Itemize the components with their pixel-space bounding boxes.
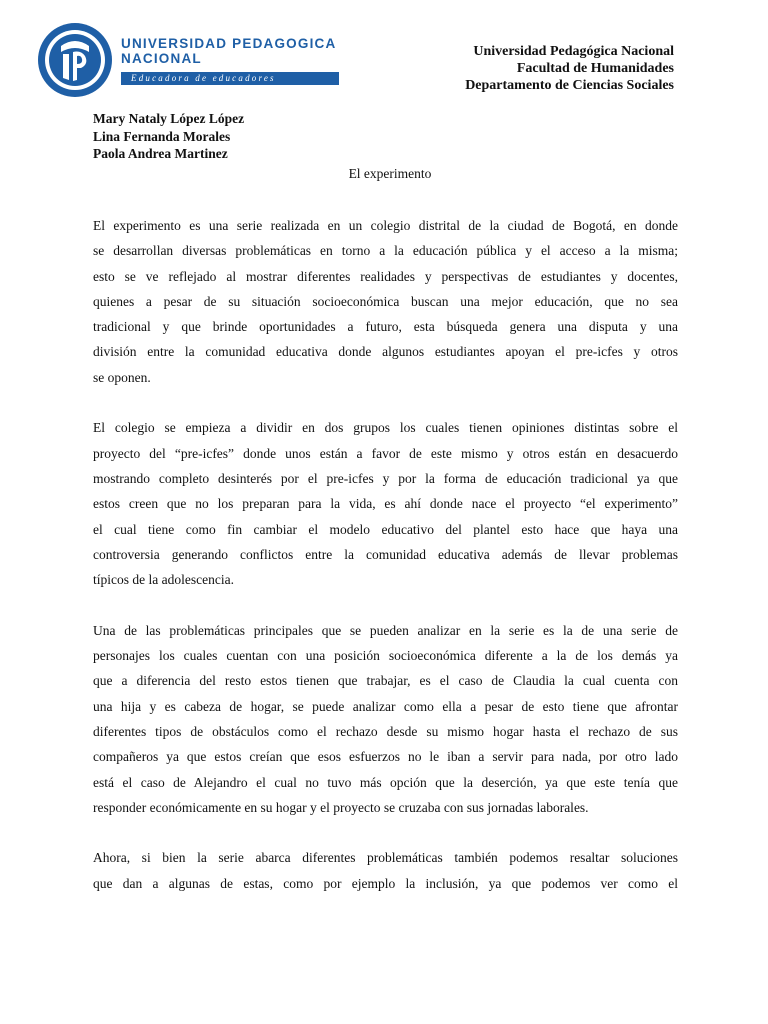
author-name: Mary Nataly López López — [93, 111, 245, 126]
paragraph-line: que dan a algunas de estas, como por ejemplo la inclusión, ya que podemos ver como el — [93, 875, 678, 891]
paragraph-line: se oponen. — [93, 369, 151, 385]
author-name: Lina Fernanda Morales — [93, 128, 231, 144]
institution-university: Universidad Pedagógica Nacional — [473, 44, 674, 59]
paragraph-line: quienes a pesar de su situación socioeconómica buscan una mejor educación, que no sea — [93, 293, 678, 309]
paragraph-line: proyecto del “pre-icfes” donde unos están a favor de este mismo y otros están en desacuerdo — [93, 445, 678, 461]
paragraph-line: controversia generando conflictos entre la comunidad educativa además de llevar problemas — [93, 546, 678, 562]
paragraph-line: está el caso de Alejandro el cual no tuvo más opción que la deserción, ya que este tenía que — [93, 774, 678, 790]
body-paragraph — [93, 845, 678, 896]
body-paragraph — [93, 415, 678, 592]
logo-tagline: Educadora de educadores — [121, 72, 339, 85]
paragraph-line: división entre la comunidad educativa donde algunos estudiantes apoyan el pre-icfes y otros — [93, 344, 678, 360]
paragraph-line: se desarrollan diversas problemáticas en torno a la educación pública y el acceso a la misma; — [93, 243, 678, 259]
logo-name-line1: UNIVERSIDAD PEDAGOGICA — [121, 36, 337, 51]
document-body — [93, 213, 678, 921]
paragraph-line: esto se ve reflejado al mostrar diferentes realidades y perspectivas de estudiantes y docentes, — [93, 268, 678, 284]
paragraph-line: El colegio se empieza a dividir en dos grupos los cuales tienen opiniones distintas sobre el — [93, 420, 678, 436]
document-title: El experimento — [348, 166, 432, 181]
institution-faculty: Facultad de Humanidades — [516, 61, 674, 76]
author-name: Paola Andrea Martinez — [93, 146, 228, 161]
paragraph-line: Una de las problemáticas principales que se pueden analizar en la serie es la de una serie de — [93, 622, 678, 638]
logo-wordmark — [121, 36, 341, 66]
body-paragraph — [93, 213, 678, 390]
paragraph-line: típicos de la adolescencia. — [93, 572, 234, 588]
logo-name-line2: NACIONAL — [121, 51, 202, 66]
university-seal-icon — [37, 22, 113, 98]
institution-department: Departamento de Ciencias Sociales — [465, 78, 674, 93]
university-logo — [37, 22, 337, 102]
paragraph-line: El experimento es una serie realizada en un colegio distrital de la ciudad de Bogotá, en donde — [93, 218, 678, 233]
paragraph-line: compañeros ya que estos creían que esos esfuerzos no le iban a servir para nada, por otro lado — [93, 749, 678, 765]
paragraph-line: personajes los cuales cuentan con una posición socioeconómica diferente a la de los demás ya — [93, 648, 678, 664]
paragraph-line: estos creen que no los preparan para la vida, es ahí donde nace el proyecto “el experimento” — [93, 496, 678, 512]
paragraph-line: tradicional y que brinde oportunidades a futuro, esta búsqueda genera una disputa y una — [93, 319, 678, 335]
paragraph-line: el cual tiene como fin cambiar el modelo educativo del plantel esto hace que haya una — [93, 521, 678, 537]
paragraph-line: que a diferencia del resto estos tienen que trabajar, es el caso de Claudia la cual cuenta con — [93, 673, 678, 689]
paragraph-line: una hija y es cabeza de hogar, se puede analizar como ella a pesar de esto tiene que afrontar — [93, 698, 678, 714]
body-paragraph — [93, 618, 678, 820]
paragraph-line: Ahora, si bien la serie abarca diferentes problemáticas también podemos resaltar soluciones — [93, 850, 678, 866]
paragraph-line: mostrando completo desinterés por el pre-icfes y por la forma de educación tradicional ya que — [93, 470, 678, 486]
institution-header — [465, 43, 674, 94]
paragraph-line: diferentes tipos de obstáculos como el rechazo desde su mismo hogar hasta el rechazo de sus — [93, 723, 678, 739]
author-list — [93, 110, 244, 163]
paragraph-line: responder económicamente en su hogar y el proyecto se cruzaba con sus jornadas laborales. — [93, 799, 589, 815]
